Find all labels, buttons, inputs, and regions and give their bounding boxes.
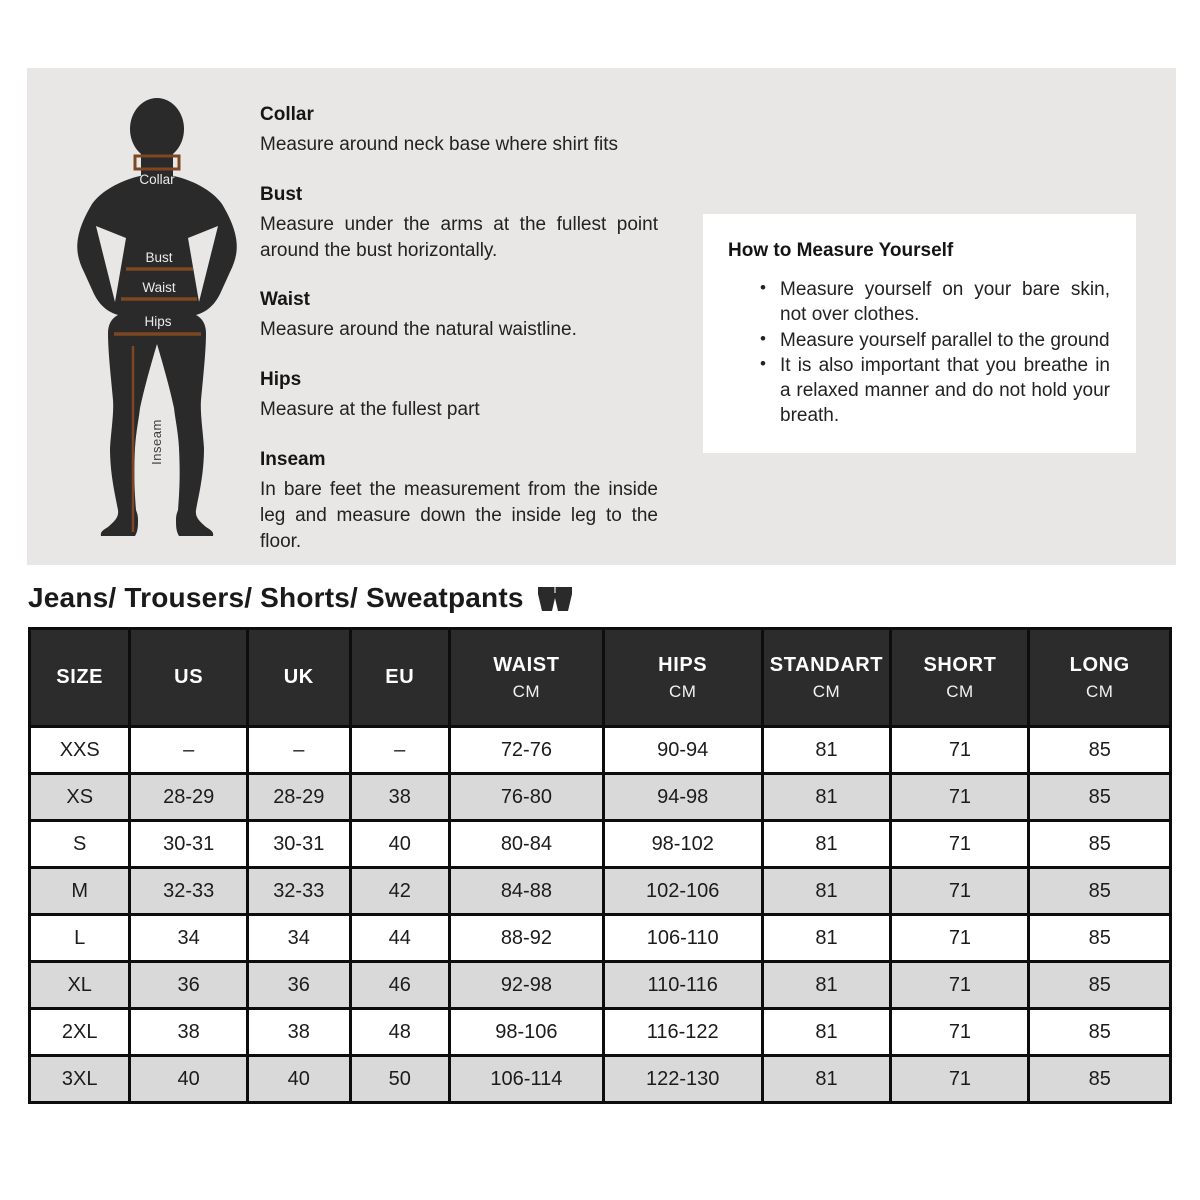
table-row-3xl — [30, 1056, 1171, 1103]
table-row-m — [30, 868, 1171, 915]
column-header-size: SIZE — [30, 629, 130, 727]
value-cell: 42 — [350, 868, 449, 915]
value-cell: 81 — [762, 868, 891, 915]
value-cell: 71 — [891, 962, 1029, 1009]
figure-label-hips: Hips — [144, 314, 172, 329]
value-cell: 40 — [130, 1056, 248, 1103]
guide-item-collar — [260, 104, 658, 158]
section-title: Jeans/ Trousers/ Shorts/ Sweatpants — [28, 582, 524, 613]
value-cell: 116-122 — [603, 1009, 762, 1056]
column-header-waist: WAIST CM — [449, 629, 603, 727]
figure-label-bust: Bust — [145, 250, 173, 265]
guide-item-desc: Measure at the fullest part — [260, 399, 480, 421]
value-cell: 44 — [350, 915, 449, 962]
value-cell: 81 — [762, 727, 891, 774]
value-cell: – — [130, 727, 248, 774]
guide-item-desc: In bare feet the measurement from the inside leg and measure down the inside leg to the floor. — [260, 479, 658, 552]
size-cell: XXS — [30, 727, 130, 774]
column-header-short: SHORT CM — [891, 629, 1029, 727]
size-cell: 3XL — [30, 1056, 130, 1103]
guide-item-desc: Measure around the natural waistline. — [260, 319, 577, 341]
value-cell: 106-114 — [449, 1056, 603, 1103]
value-cell: 28-29 — [130, 774, 248, 821]
value-cell: 40 — [247, 1056, 350, 1103]
guide-item-waist — [260, 289, 658, 343]
value-cell: 80-84 — [449, 821, 603, 868]
size-cell: XL — [30, 962, 130, 1009]
size-cell: XS — [30, 774, 130, 821]
column-header-eu: EU — [350, 629, 449, 727]
column-header-long: LONG CM — [1029, 629, 1171, 727]
value-cell: – — [247, 727, 350, 774]
value-cell: 81 — [762, 1056, 891, 1103]
value-cell: 110-116 — [603, 962, 762, 1009]
table-row-xl — [30, 962, 1171, 1009]
value-cell: 85 — [1029, 868, 1171, 915]
value-cell: 34 — [130, 915, 248, 962]
guide-item-title: Hips — [260, 369, 302, 391]
male-silhouette-icon — [60, 80, 260, 560]
value-cell: 71 — [891, 915, 1029, 962]
value-cell: 38 — [350, 774, 449, 821]
value-cell: 81 — [762, 915, 891, 962]
how-to-bullet: • Measure yourself parallel to the ground — [758, 328, 1110, 353]
figure-label-collar: Collar — [139, 172, 175, 187]
table-row-2xl — [30, 1009, 1171, 1056]
column-header-us: US — [130, 629, 248, 727]
guide-item-inseam — [260, 449, 658, 554]
how-to-bullet: • Measure yourself on your bare skin, not over clothes. — [758, 277, 1110, 328]
table-row-xxs — [30, 727, 1171, 774]
table-row-l — [30, 915, 1171, 962]
value-cell: 106-110 — [603, 915, 762, 962]
value-cell: 71 — [891, 727, 1029, 774]
how-to-bullet: • It is also important that you breathe in a relaxed manner and do not hold your breath. — [758, 353, 1110, 429]
size-cell: M — [30, 868, 130, 915]
how-to-measure-box — [703, 214, 1136, 453]
value-cell: 36 — [247, 962, 350, 1009]
value-cell: 102-106 — [603, 868, 762, 915]
table-section-heading — [28, 582, 573, 614]
size-table — [28, 627, 1172, 1104]
figure-label-waist: Waist — [142, 280, 176, 295]
column-header-hips: HIPS CM — [603, 629, 762, 727]
value-cell: 71 — [891, 821, 1029, 868]
value-cell: 85 — [1029, 1056, 1171, 1103]
value-cell: 71 — [891, 1056, 1029, 1103]
value-cell: 85 — [1029, 1009, 1171, 1056]
value-cell: – — [350, 727, 449, 774]
size-cell: 2XL — [30, 1009, 130, 1056]
value-cell: 71 — [891, 868, 1029, 915]
guide-item-desc: Measure around neck base where shirt fits — [260, 134, 619, 155]
guide-item-title: Waist — [260, 289, 310, 311]
value-cell: 40 — [350, 821, 449, 868]
value-cell: 81 — [762, 821, 891, 868]
guide-item-hips — [260, 369, 658, 423]
figure-label-inseam: Inseam — [149, 419, 164, 465]
value-cell: 38 — [130, 1009, 248, 1056]
table-row-s — [30, 821, 1171, 868]
measurement-guide-panel — [27, 68, 1176, 565]
value-cell: 98-106 — [449, 1009, 603, 1056]
guide-item-title: Collar — [260, 104, 314, 125]
value-cell: 81 — [762, 774, 891, 821]
value-cell: 28-29 — [247, 774, 350, 821]
guide-item-title: Inseam — [260, 449, 326, 471]
value-cell: 94-98 — [603, 774, 762, 821]
value-cell: 85 — [1029, 727, 1171, 774]
value-cell: 85 — [1029, 915, 1171, 962]
size-cell: L — [30, 915, 130, 962]
value-cell: 34 — [247, 915, 350, 962]
value-cell: 81 — [762, 1009, 891, 1056]
value-cell: 98-102 — [603, 821, 762, 868]
shorts-icon — [537, 586, 573, 612]
value-cell: 85 — [1029, 821, 1171, 868]
measurement-instructions — [260, 104, 658, 581]
value-cell: 85 — [1029, 962, 1171, 1009]
how-to-measure-title: How to Measure Yourself — [728, 240, 954, 261]
guide-item-title: Bust — [260, 183, 303, 205]
value-cell: 122-130 — [603, 1056, 762, 1103]
column-header-uk: UK — [247, 629, 350, 727]
value-cell: 46 — [350, 962, 449, 1009]
value-cell: 50 — [350, 1056, 449, 1103]
value-cell: 32-33 — [130, 868, 248, 915]
value-cell: 48 — [350, 1009, 449, 1056]
value-cell: 81 — [762, 962, 891, 1009]
guide-item-desc: Measure under the arms at the fullest point around the bust horizontally. — [260, 213, 658, 261]
guide-item-bust — [260, 184, 658, 264]
value-cell: 88-92 — [449, 915, 603, 962]
value-cell: 90-94 — [603, 727, 762, 774]
value-cell: 36 — [130, 962, 248, 1009]
value-cell: 71 — [891, 774, 1029, 821]
value-cell: 30-31 — [247, 821, 350, 868]
value-cell: 92-98 — [449, 962, 603, 1009]
value-cell: 30-31 — [130, 821, 248, 868]
column-header-standart: STANDART CM — [762, 629, 891, 727]
value-cell: 84-88 — [449, 868, 603, 915]
value-cell: 38 — [247, 1009, 350, 1056]
size-table-body — [30, 727, 1171, 1103]
size-table-head-row — [30, 629, 1171, 727]
size-cell: S — [30, 821, 130, 868]
body-silhouette-figure — [60, 80, 260, 560]
table-row-xs — [30, 774, 1171, 821]
how-to-measure-list — [728, 277, 1110, 429]
value-cell: 71 — [891, 1009, 1029, 1056]
value-cell: 32-33 — [247, 868, 350, 915]
value-cell: 72-76 — [449, 727, 603, 774]
value-cell: 85 — [1029, 774, 1171, 821]
value-cell: 76-80 — [449, 774, 603, 821]
